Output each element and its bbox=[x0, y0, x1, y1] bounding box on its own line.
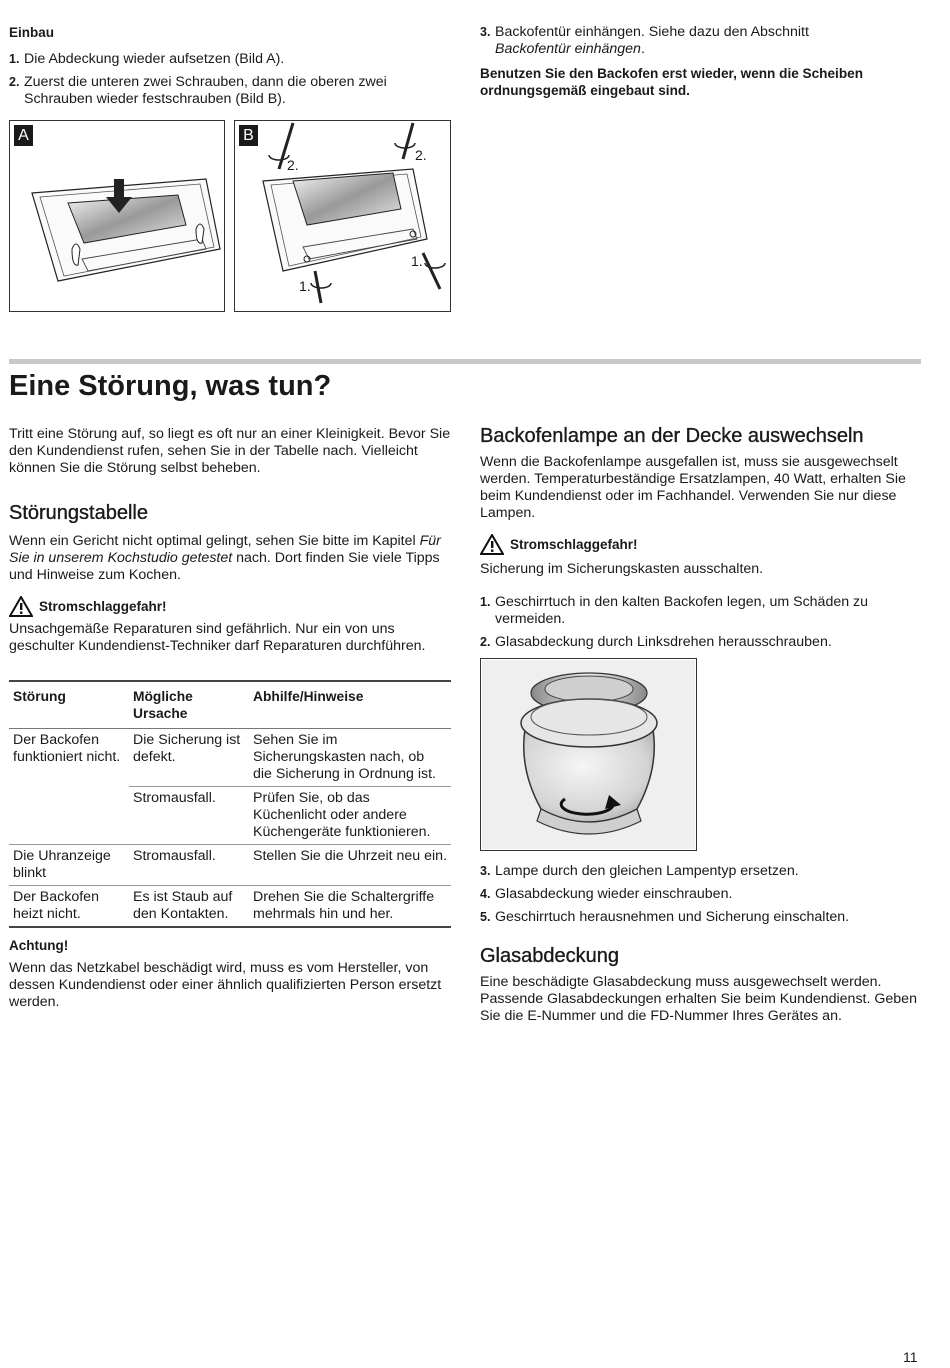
warning-text: Unsachgemäße Reparaturen sind gefährlich. Nur ein von uns geschulter Kundendienst-Techniker darf Reparaturen durchführen. bbox=[9, 621, 426, 654]
table-cell: Stromausfall. bbox=[129, 845, 249, 886]
glass-cover-text: Eine beschädigte Glasabdeckung muss ausgewechselt werden. Passende Glasabdeckungen erhalten Sie beim Kundendienst. Geben Sie die E-Nummer und die FD-Nummer Ihres Gerätes an. bbox=[480, 974, 917, 1024]
page-number: 11 bbox=[903, 1349, 918, 1365]
table-cell: Drehen Sie die Schaltergriffe mehrmals hin und her. bbox=[249, 886, 451, 928]
reinstall-continued bbox=[480, 24, 920, 99]
attention-label: Achtung! bbox=[9, 938, 69, 953]
right-column-lower bbox=[480, 863, 922, 1025]
table-cell: Es ist Staub auf den Kontakten. bbox=[129, 886, 249, 928]
page-title: Eine Störung, was tun? bbox=[9, 370, 332, 402]
intro-text: Tritt eine Störung auf, so liegt es oft nur an einer Kleinigkeit. Bevor Sie den Kundendienst rufen, sehen Sie in der Tabelle nach. Vielleicht können Sie die Störung selbst beheben. bbox=[9, 426, 451, 476]
section-divider bbox=[9, 359, 921, 364]
step-marker: 1. bbox=[299, 278, 311, 294]
usage-warning: Benutzen Sie den Backofen erst wieder, wenn die Scheiben ordnungsgemäß eingebaut sind. bbox=[480, 66, 863, 98]
list-item: 2. Glasabdeckung durch Linksdrehen herausschrauben. bbox=[480, 634, 832, 650]
table-cell: Prüfen Sie, ob das Küchenlicht oder andere Küchengeräte funktionieren. bbox=[249, 787, 451, 845]
table-cell: Stellen Sie die Uhrzeit neu ein. bbox=[249, 845, 451, 886]
reinstall-steps bbox=[480, 24, 920, 58]
figure-a-label: A bbox=[14, 125, 33, 146]
column-header: Mögliche Ursache bbox=[129, 681, 249, 729]
warning-icon bbox=[480, 534, 504, 555]
list-item: 2. Zuerst die unteren zwei Schrauben, dann die oberen zwei Schrauben wieder festschrauben (Bild B). bbox=[9, 74, 387, 107]
step-marker: 1. bbox=[411, 253, 423, 269]
electric-shock-warning: Stromschlaggefahr! bbox=[480, 534, 922, 555]
table-cell: Stromausfall. bbox=[129, 787, 249, 845]
fault-table bbox=[9, 680, 451, 928]
column-header: Abhilfe/Hinweise bbox=[249, 681, 451, 729]
column-header: Störung bbox=[9, 681, 129, 729]
table-cell: Sehen Sie im Sicherungskasten nach, ob die Sicherung in Ordnung ist. bbox=[253, 732, 436, 782]
list-item: 4. Glasabdeckung wieder einschrauben. bbox=[480, 886, 733, 902]
cover-install-illustration bbox=[10, 121, 224, 311]
table-row bbox=[9, 886, 451, 928]
attention-text: Wenn das Netzkabel beschädigt wird, muss es vom Hersteller, von dessen Kundendienst oder einer ähnlich qualifizierten Person ersetzt werden. bbox=[9, 960, 442, 1010]
warning-text: Sicherung im Sicherungskasten ausschalten. bbox=[480, 561, 764, 577]
lamp-intro: Wenn die Backofenlampe ausgefallen ist, muss sie ausgewechselt werden. Temperaturbeständige Ersatzlampen, 40 Watt, erhalten Sie beim Kundendienst oder im Fachhandel. Verwenden Sie nur diese Lampen. bbox=[480, 454, 906, 521]
einbau-steps bbox=[9, 51, 449, 108]
lamp-heading: Backofenlampe an der Decke auswechseln bbox=[480, 425, 864, 447]
table-row bbox=[9, 845, 451, 886]
lamp-cover-illustration bbox=[481, 659, 696, 850]
einbau-heading: Einbau bbox=[9, 25, 55, 40]
table-intro: Wenn ein Gericht nicht optimal gelingt, sehen Sie bitte im Kapitel Für Sie in unserem Kochstudio getestet nach. Dort finden Sie viele Tipps und Hinweise zum Kochen. bbox=[9, 533, 441, 583]
table-cell: Die Sicherung ist defekt. bbox=[133, 732, 241, 765]
figure-a bbox=[9, 120, 225, 312]
glass-cover-heading: Glasabdeckung bbox=[480, 945, 619, 967]
left-column bbox=[9, 426, 451, 1011]
figure-b-label: B bbox=[239, 125, 258, 146]
list-item: 1. Geschirrtuch in den kalten Backofen legen, um Schäden zu vermeiden. bbox=[480, 594, 869, 627]
lamp-steps-a bbox=[480, 594, 922, 651]
table-row bbox=[9, 729, 451, 787]
list-item: 5. Geschirrtuch herausnehmen und Sicherung einschalten. bbox=[480, 909, 850, 925]
step-marker: 2. bbox=[287, 157, 299, 173]
table-header-row bbox=[9, 681, 451, 729]
list-item: 1. Die Abdeckung wieder aufsetzen (Bild A). bbox=[9, 51, 285, 67]
table-heading: Störungstabelle bbox=[9, 502, 148, 524]
list-item: 3. Lampe durch den gleichen Lampentyp ersetzen. bbox=[480, 863, 799, 879]
lamp-steps-b bbox=[480, 863, 922, 926]
list-item: 3. Backofentür einhängen. Siehe dazu den Abschnitt Backofentür einhängen. bbox=[480, 24, 809, 57]
einbau-section bbox=[9, 24, 449, 108]
warning-icon bbox=[9, 596, 33, 617]
table-cell: Die Uhranzeige blinkt bbox=[9, 845, 129, 886]
right-column bbox=[480, 424, 922, 651]
step-marker: 2. bbox=[415, 147, 427, 163]
lamp-figure bbox=[480, 658, 697, 851]
table-cell: Der Backofen funktioniert nicht. bbox=[13, 732, 121, 765]
figure-b bbox=[234, 120, 451, 312]
electric-shock-warning: Stromschlaggefahr! bbox=[9, 596, 451, 617]
table-cell: Der Backofen heizt nicht. bbox=[9, 886, 129, 928]
